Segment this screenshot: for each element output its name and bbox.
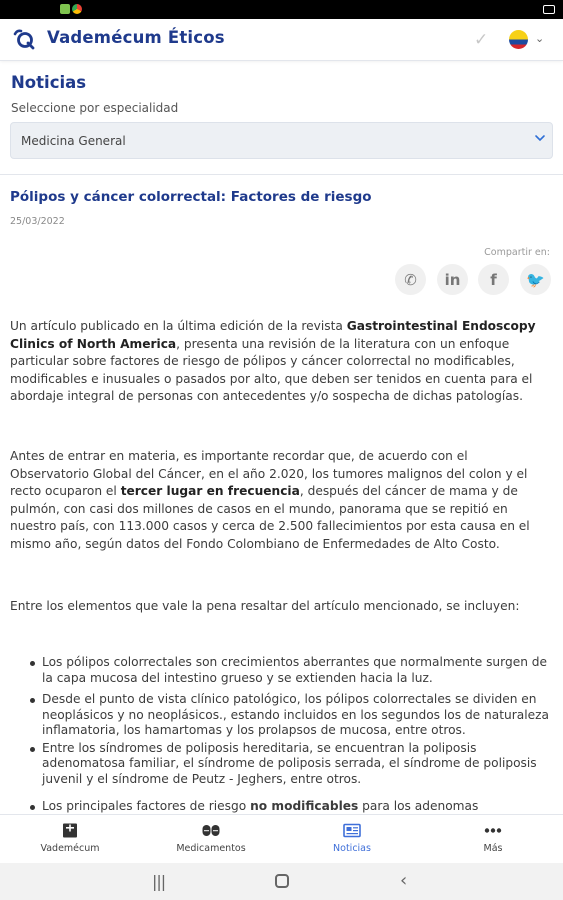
article-title: Pólipos y cáncer colorrectal: Factores de riesgo [10,189,372,205]
list-item: Desde el punto de vista clínico patológico, los pólipos colorrectales se dividen en neoplásicos y no neoplásicos., estando incluidos en los segundos los de naturaleza inflamatoria, los hamartomas y los prolapsos de mucosa, entre otros. [10,692,550,739]
country-flag-icon[interactable] [509,30,528,49]
nav-item-noticias[interactable] [282,815,422,864]
bottom-nav [0,814,563,863]
article-card [0,174,563,814]
article-date: 25/03/2022 [10,216,65,227]
article-paragraph: Entre los elementos que vale la pena resaltar del artículo mencionado, se incluyen: [10,599,520,613]
list-item: Los principales factores de riesgo no modificables para los adenomas [10,799,550,830]
nav-label: Noticias [333,843,371,854]
pills-icon [202,823,220,838]
more-dots-icon [484,823,502,838]
chrome-notification-icon [72,4,82,14]
check-icon[interactable]: ✓ [474,30,489,50]
page-title: Noticias [11,73,87,92]
nav-item-medicamentos[interactable] [141,815,281,864]
nav-label: Más [483,843,503,854]
whatsapp-icon[interactable]: ✆ [395,264,426,295]
list-item: Los pólipos colorrectales son crecimientos aberrantes que normalmente surgen de la capa mucosa del intestino grueso y se extienden hacia la luz. [10,655,550,686]
chevron-down-icon [534,132,546,144]
article-paragraph: Antes de entrar en materia, es importante recordar que, de acuerdo con el Observatorio Global del Cáncer, en el año 2.020, los tumores malignos del colon y el recto ocuparon el tercer lugar en frecuencia, después del cáncer de mama y de pulmón, con casi dos millones de casos en el mundo, panorama que se repitió en nuestro país, con 113.000 casos y cerca de 2.500 fallecimientos por esta causa en el mismo año, según datos del Fondo Colombiano de Enfermedades de Alto Costo. [10,449,530,551]
system-nav-bar [0,863,563,900]
battery-icon [543,5,555,14]
list-item: Entre los síndromes de poliposis hereditaria, se encuentran la poliposis adenomatosa familiar, el síndrome de poliposis serrada, el síndrome de poliposis juvenil y el síndrome de Peutz - Jeghers, entre otros. [10,741,550,788]
twitter-icon[interactable]: 🐦 [520,264,551,295]
newspaper-icon [343,823,361,838]
book-icon [61,823,79,838]
specialty-select[interactable] [10,122,553,159]
specialty-select-label: Seleccione por especialidad [11,101,179,115]
facebook-icon[interactable]: f [478,264,509,295]
nav-item-mas[interactable] [423,815,563,864]
linkedin-icon[interactable]: in [437,264,468,295]
status-bar [0,0,563,19]
nav-label: Vademécum [40,843,100,854]
android-notification-icon [60,4,70,14]
app-bar [0,19,563,61]
article-paragraph: Un artículo publicado en la última edición de la revista Gastrointestinal Endoscopy Clinics of North America, presenta una revisión de la literatura con un enfoque particular sobre factores de riesgo de pólipos y cáncer colorrectal no modificables, modificables e inusuales o pasados por alto, que deben ser tenidos en cuenta para el abordaje integral de personas con antecedentes y/o sospecha de dichas patologías. [10,319,536,404]
share-label: Compartir en: [484,247,550,258]
nav-label: Medicamentos [176,843,246,854]
vademecum-logo-icon[interactable] [12,27,36,51]
article-bullet-list [10,655,550,832]
chevron-down-icon[interactable]: ⌄ [535,32,545,45]
specialty-select-value: Medicina General [21,134,126,148]
nav-item-vademecum[interactable] [0,815,140,864]
home-icon[interactable] [275,874,289,888]
app-title: Vademécum Éticos [47,28,225,47]
back-icon[interactable]: ‹ [400,870,408,891]
recents-icon[interactable]: ||| [152,872,166,891]
